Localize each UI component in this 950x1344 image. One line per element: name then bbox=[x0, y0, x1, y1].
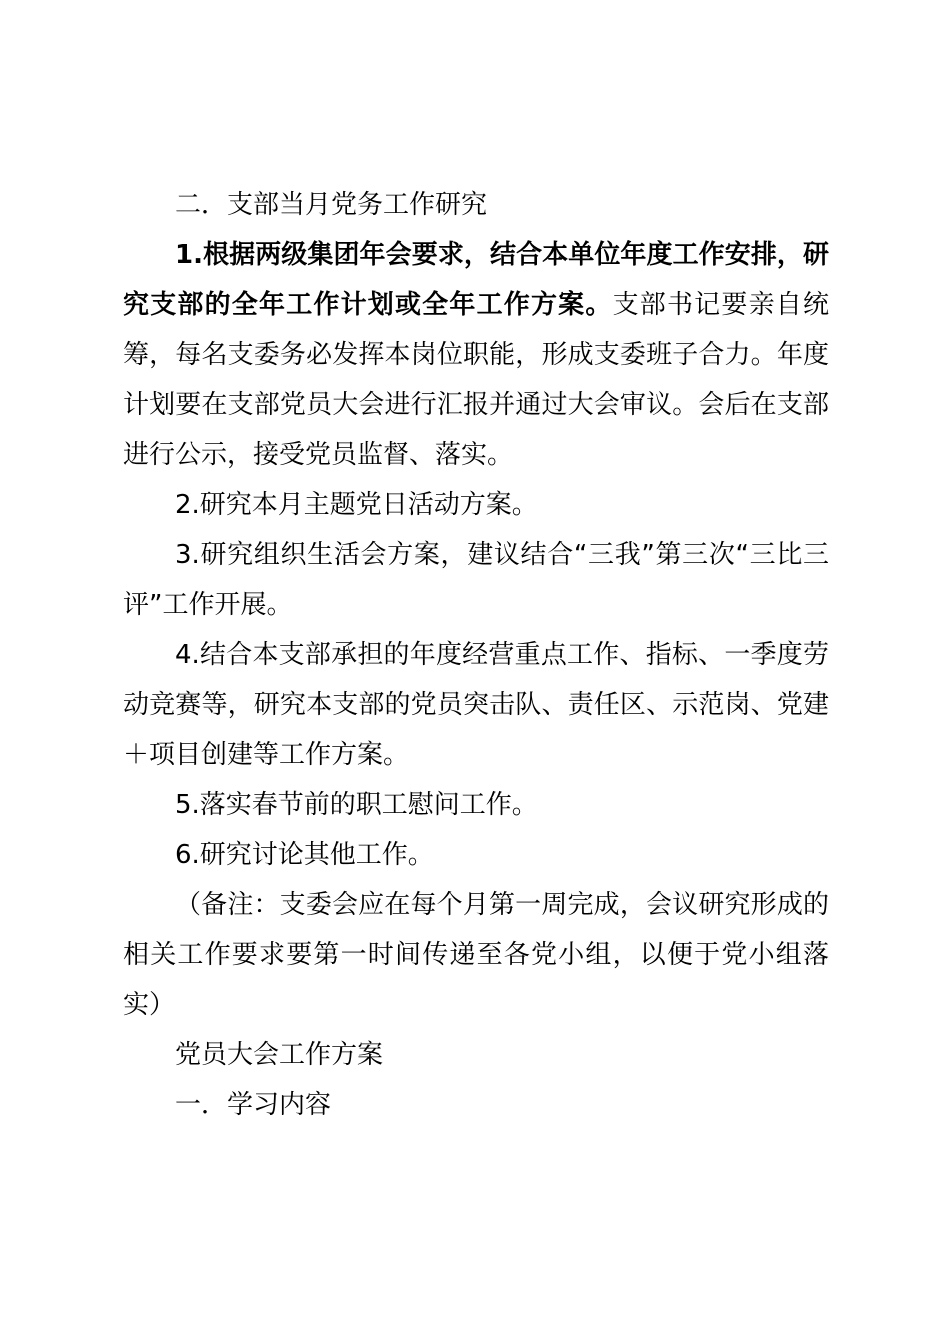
item-6-other-work: 6.研究讨论其他工作。 bbox=[175, 840, 434, 870]
item-2-theme-day: 2.研究本月主题党日活动方案。 bbox=[175, 490, 538, 520]
section-heading-party-affairs-research: 二．支部当月党务工作研究 bbox=[175, 190, 488, 220]
item-1-body: 支部书记要亲自统筹，每名支委务必发挥本岗位职能，形成支委班子合力。年度计划要在支部党员大会进行汇报并通过大会审议。会后在支部进行公示，接受党员监督、落实。 bbox=[123, 290, 829, 470]
item-1-annual-plan bbox=[123, 230, 829, 480]
item-4-key-work: 4.结合本支部承担的年度经营重点工作、指标、一季度劳动竞赛等，研究本支部的党员突击队、责任区、示范岗、党建＋项目创建等工作方案。 bbox=[123, 640, 829, 770]
item-5-spring-festival: 5.落实春节前的职工慰问工作。 bbox=[175, 790, 538, 820]
remarks-note: （备注：支委会应在每个月第一周完成，会议研究形成的相关工作要求要第一时间传递至各党小组，以便于党小组落实） bbox=[123, 890, 829, 1020]
item-1-bold-lead: 1.根据两级集团年会要求，结合本单位年度工作安排，研究支部的全年工作计划或全年工作方案。 bbox=[123, 240, 829, 320]
subheading-learning-content: 一．学习内容 bbox=[175, 1090, 332, 1120]
item-3-life-meeting: 3.研究组织生活会方案，建议结合“三我”第三次“三比三评”工作开展。 bbox=[123, 540, 829, 620]
section-heading-party-congress: 党员大会工作方案 bbox=[175, 1040, 384, 1070]
document-body bbox=[123, 180, 829, 1130]
